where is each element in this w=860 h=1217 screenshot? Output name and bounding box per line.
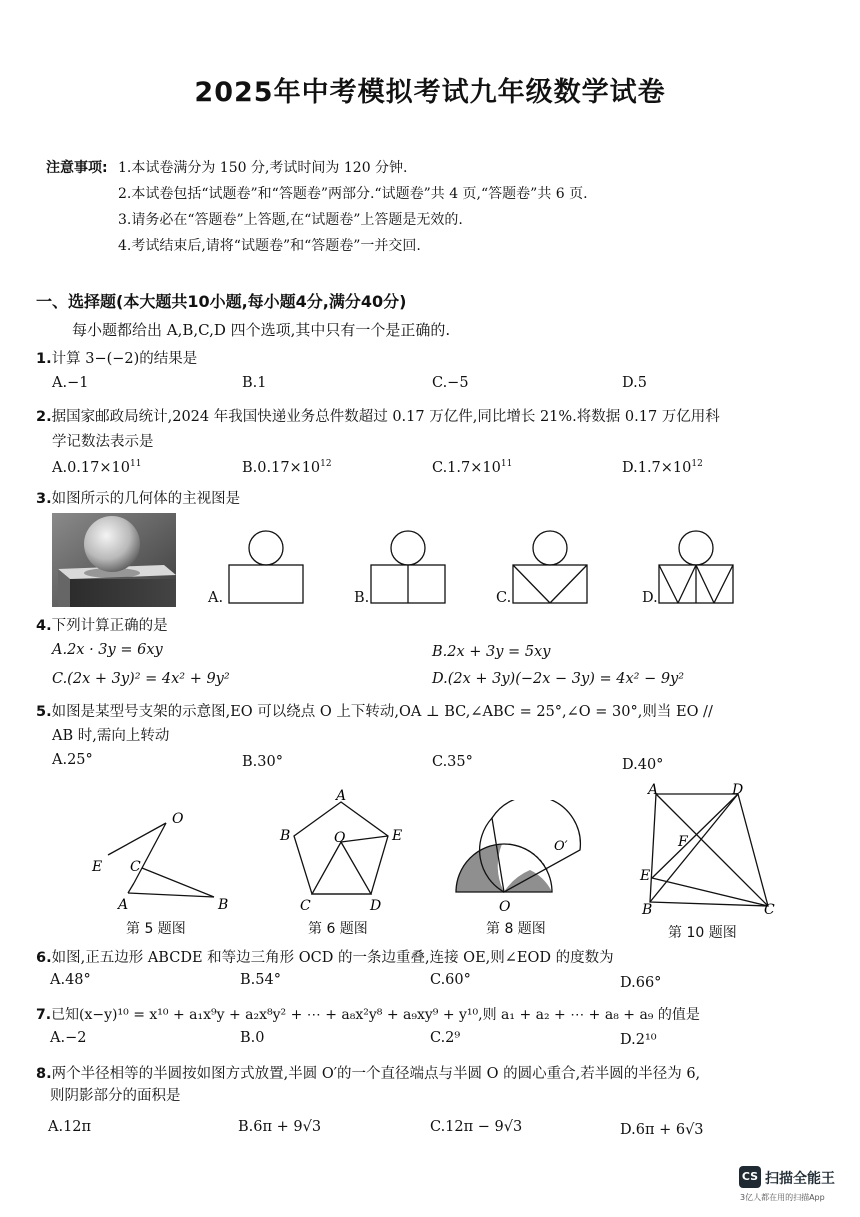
q3-option-c-figure bbox=[512, 530, 588, 606]
q5-option-d: D.40° bbox=[622, 757, 664, 773]
q8-option-b: B.6π + 9√3 bbox=[238, 1119, 322, 1135]
scanner-tagline: 3亿人都在用的扫描App bbox=[740, 1193, 825, 1202]
q8-option-c: C.12π − 9√3 bbox=[430, 1119, 523, 1135]
question-number: 1. bbox=[36, 351, 52, 367]
geometry-solid-photo bbox=[52, 513, 176, 607]
question-number: 5. bbox=[36, 704, 52, 720]
question-1 bbox=[36, 347, 197, 368]
q3-option-d-figure bbox=[658, 530, 734, 606]
q7-option-d: D.2¹⁰ bbox=[620, 1032, 657, 1048]
question-number: 6. bbox=[36, 950, 52, 966]
q3-option-a-figure bbox=[228, 530, 304, 606]
label-C: C bbox=[764, 902, 775, 917]
q1-option-c: C.−5 bbox=[432, 375, 469, 391]
question-text: 据国家邮政局统计,2024 年我国快递业务总件数超过 0.17 万亿件,同比增长 21%.将数据 0.17 万亿用科 bbox=[51, 409, 720, 425]
figure-10 bbox=[636, 782, 786, 917]
label-A: A bbox=[118, 897, 129, 913]
q2-option-c: $C.1.7\times 10^{11}$ bbox=[432, 459, 513, 476]
section-instruction: 每小题都给出 A,B,C,D 四个选项,其中只有一个是正确的. bbox=[72, 321, 451, 339]
scanner-logo-icon: CS bbox=[739, 1166, 761, 1188]
label-D: D bbox=[370, 898, 382, 914]
notes-label: 注意事项: bbox=[46, 160, 108, 176]
label-O: O bbox=[499, 899, 511, 915]
label-F: F bbox=[678, 834, 688, 850]
label-E: E bbox=[640, 868, 651, 884]
q7-option-c: C.2⁹ bbox=[430, 1030, 461, 1046]
q4-option-a: A.2x · 3y = 6xy bbox=[52, 642, 163, 658]
question-text: 已知(x−y)¹⁰ = x¹⁰ + a₁x⁹y + a₂x⁸y² + ⋯ + a₈x²y⁸ + a₉xy⁹ + y¹⁰,则 a₁ + a₂ + ⋯ + a₈ + a₉ 的值是 bbox=[51, 1007, 700, 1023]
q4-option-c: C.(2x + 3y)² = 4x² + 9y² bbox=[52, 671, 230, 687]
section-heading: 一、选择题(本大题共10小题,每小题4分,满分40分) bbox=[36, 292, 407, 311]
q3-option-c: C. bbox=[496, 590, 512, 606]
question-text: 如图是某型号支架的示意图,EO 可以绕点 O 上下转动,OA ⊥ BC,∠ABC = 25°,∠O = 30°,则当 EO // bbox=[51, 704, 713, 720]
label-O: O bbox=[334, 830, 346, 846]
figure-5-caption: 第 5 题图 bbox=[126, 921, 186, 937]
figure-6 bbox=[276, 782, 416, 917]
label-C: C bbox=[300, 898, 311, 914]
question-number: 4. bbox=[36, 618, 52, 634]
page-title: 2025年中考模拟考试九年级数学试卷 bbox=[194, 77, 666, 108]
question-8-line-2: 则阴影部分的面积是 bbox=[50, 1088, 181, 1104]
q6-option-a: A.48° bbox=[50, 972, 91, 988]
q4-option-b: B.2x + 3y = 5xy bbox=[432, 644, 551, 660]
q8-option-a: A.12π bbox=[48, 1119, 92, 1135]
question-text: 下列计算正确的是 bbox=[51, 618, 168, 634]
label-E: E bbox=[92, 859, 103, 875]
question-number: 3. bbox=[36, 491, 52, 507]
q6-option-c: C.60° bbox=[430, 972, 471, 988]
label-B: B bbox=[642, 902, 653, 917]
q6-option-d: D.66° bbox=[620, 975, 662, 991]
q5-option-c: C.35° bbox=[432, 754, 473, 770]
question-6 bbox=[36, 946, 614, 967]
q3-option-b-figure bbox=[370, 530, 446, 606]
label-A: A bbox=[336, 788, 347, 804]
question-2 bbox=[36, 405, 720, 426]
question-number: 7. bbox=[36, 1007, 52, 1023]
label-O: O bbox=[172, 811, 184, 827]
question-3 bbox=[36, 487, 240, 508]
q8-option-d: D.6π + 6√3 bbox=[620, 1122, 704, 1138]
question-text: 如图所示的几何体的主视图是 bbox=[51, 491, 241, 507]
q1-option-a: A.−1 bbox=[52, 375, 89, 391]
q5-option-a: A.25° bbox=[52, 752, 93, 768]
label-E: E bbox=[392, 828, 403, 844]
note-item-1: 1.本试卷满分为 150 分,考试时间为 120 分钟. bbox=[118, 160, 408, 176]
figure-6-caption: 第 6 题图 bbox=[308, 921, 368, 937]
question-8 bbox=[36, 1062, 700, 1083]
note-item-4: 4.考试结束后,请将“试题卷”和“答题卷”一并交回. bbox=[118, 238, 421, 254]
figure-5 bbox=[86, 805, 236, 915]
q7-option-a: A.−2 bbox=[50, 1030, 87, 1046]
q2-option-d: $D.1.7\times 10^{12}$ bbox=[622, 459, 703, 476]
label-C: C bbox=[130, 859, 141, 875]
q7-option-b: B.0 bbox=[240, 1030, 265, 1046]
question-number: 2. bbox=[36, 409, 52, 425]
q2-option-b: $B.0.17\times 10^{12}$ bbox=[242, 459, 332, 476]
q5-option-b: B.30° bbox=[242, 754, 283, 770]
label-O-prime: O′ bbox=[554, 839, 568, 854]
figure-8-caption: 第 8 题图 bbox=[486, 921, 546, 937]
q3-option-a: A. bbox=[208, 590, 224, 606]
q1-option-b: B.1 bbox=[242, 375, 267, 391]
label-A: A bbox=[648, 782, 659, 798]
q2-option-a: $A.0.17\times 10^{11}$ bbox=[52, 459, 142, 476]
question-text: 计算 3−(−2)的结果是 bbox=[51, 351, 198, 367]
note-item-2: 2.本试卷包括“试题卷”和“答题卷”两部分.“试题卷”共 4 页,“答题卷”共 6 页. bbox=[118, 186, 588, 202]
note-item-3: 3.请务必在“答题卷”上答题,在“试题卷”上答题是无效的. bbox=[118, 212, 463, 228]
question-text: 如图,正五边形 ABCDE 和等边三角形 OCD 的一条边重叠,连接 OE,则∠EOD 的度数为 bbox=[51, 950, 614, 966]
q4-option-d: D.(2x + 3y)(−2x − 3y) = 4x² − 9y² bbox=[432, 671, 685, 687]
q3-option-d: D. bbox=[642, 590, 658, 606]
q3-option-b: B. bbox=[354, 590, 370, 606]
question-7 bbox=[36, 1004, 700, 1024]
label-D: D bbox=[732, 782, 744, 798]
figure-10-caption: 第 10 题图 bbox=[668, 925, 737, 941]
q6-option-b: B.54° bbox=[240, 972, 281, 988]
label-B: B bbox=[280, 828, 291, 844]
question-2-line-2: 学记数法表示是 bbox=[52, 434, 154, 450]
question-text: 两个半径相等的半圆按如图方式放置,半圆 O′的一个直径端点与半圆 O 的圆心重合,若半圆的半径为 6, bbox=[51, 1066, 701, 1082]
question-number: 8. bbox=[36, 1066, 52, 1082]
question-4 bbox=[36, 614, 168, 635]
figure-8 bbox=[452, 800, 600, 918]
q1-option-d: D.5 bbox=[622, 375, 647, 391]
question-5 bbox=[36, 700, 713, 721]
scanner-brand-name: 扫描全能王 bbox=[765, 1171, 835, 1187]
label-B: B bbox=[218, 897, 229, 913]
question-5-line-2: AB 时,需向上转动 bbox=[52, 728, 170, 744]
